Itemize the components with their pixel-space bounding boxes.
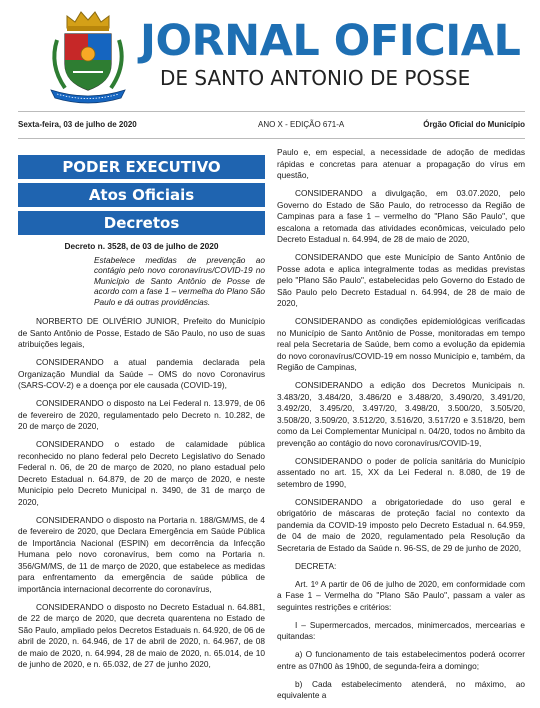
right-column: [277, 147, 525, 708]
newspaper-subtitle: DE SANTO ANTONIO DE POSSE: [160, 66, 471, 90]
paragraph: CONSIDERANDO o estado de calamidade pública reconhecido no plano federal pelo Decreto Legislativo do Senado Federal n. 06, de 20 de março de 2020, no plano estadual pelo Decreto Estadual n. 64.879, de 20 de março de 2020, e neste Município pelo Decreto Municipal n. 3490, de 31 de março de 2020,: [18, 439, 265, 507]
item-i: I – Supermercados, mercados, minimercados, mercearias e quitandas:: [277, 619, 525, 641]
paragraph: CONSIDERANDO a obrigatoriedade do uso geral e obrigatório de máscaras de proteção facial no contexto da pandemia da COVID-19 imposto pelo Decreto Estadual n. 64.959, de 04 de maio de 2020, regulamentado pela Resolução da Secretaria de Estado da Saúde n. 96-SS, de 29 de junho de 2020,: [277, 496, 525, 553]
section-banner-executive: PODER EXECUTIVO: [18, 155, 265, 179]
coat-of-arms-icon: [47, 10, 129, 102]
paragraph: NORBERTO DE OLIVÉRIO JUNIOR, Prefeito do Município de Santo Antônio de Posse, Estado de São Paulo, no uso de suas atribuições legais,: [18, 316, 265, 349]
paragraph: CONSIDERANDO as condições epidemiológicas verificadas no Município de Santo Antônio de Posse, monitoradas em tempo real pela Secretaria de Saúde, bem como a evolução da epidemia do novo coronavírus/COVID-19 em nosso Município e, também, da Região de Campinas,: [277, 316, 525, 372]
paragraph: CONSIDERANDO o disposto na Lei Federal n. 13.979, de 06 de fevereiro de 2020, regulamentado pelo Decreto n. 10.282, de 20 de março de 2020,: [18, 398, 265, 431]
item-b: b) Cada estabelecimento atenderá, no máximo, ao equivalente a: [277, 678, 525, 700]
section-banner-decrees: Decretos: [18, 211, 265, 235]
newspaper-title: JORNAL OFICIAL: [140, 16, 521, 66]
official-organ: Órgão Oficial do Município: [423, 120, 525, 129]
issue-edition: ANO X - EDIÇÃO 671-A: [258, 120, 345, 129]
section-banner-acts: Atos Oficiais: [18, 183, 265, 207]
decree-title: Decreto n. 3528, de 03 de julho de 2020: [64, 241, 219, 251]
paragraph: CONSIDERANDO a edição dos Decretos Municipais n. 3.483/20, 3.484/20, 3.486/20 e 3.488/20, 3.490/20, 3.491/20, 3.492/20, 3.495/20, 3.497/20, 3.498/20, 3.500/20, 3.505/20, 3.508/20, 3.509/20, 3.512/20, 3.516/20, 3.517/20 e 3.518/20, bem como da Lei Complementar Municipal n. 04/20, todos no âmbito da prevenção ao contágio do novo coronavírus/COVID-19,: [277, 380, 525, 448]
decreta-heading: DECRETA:: [295, 560, 337, 571]
paragraph: CONSIDERANDO o disposto na Portaria n. 188/GM/MS, de 4 de fevereiro de 2020, que Declara Emergência em Saúde Pública de Importância Nacional (ESPIN) em decorrência da Infecção Humana pelo novo coronavírus, bem como na Portaria n. 356/GM/MS, de 11 de março de 2020, que estabelece as medidas para enfrentamento da emergência de saúde pública de importância internacional decorrente do coronavírus,: [18, 514, 265, 594]
paragraph: CONSIDERANDO a divulgação, em 03.07.2020, pelo Governo do Estado de São Paulo, do retrocesso da Região de Campinas para a fase 1 – vermelho do "Plano São Paulo", que escalona a retomada das atividades econômicas, veiculado pelo Decreto Estadual n. 64.994, de 28 de maio de 2020,: [277, 188, 525, 244]
paragraph: CONSIDERANDO a atual pandemia declarada pela Organização Mundial da Saúde – OMS do novo Coronavirus (SARS-COV-2) e a doença por ele causada (COVID-19),: [18, 357, 265, 390]
paragraph: CONSIDERANDO o disposto no Decreto Estadual n. 64.881, de 22 de março de 2020, que decreta quarentena no Estado de São Paulo, ampliado pelos Decretos Estaduais n. 64.920, de 06 de abril de 2020, n. 64.946, de 17 de abril de 2020, n. 64.967, de 08 de maio de 2020, n. 64.994, 28 de maio de 2020, n. 65.014, de 10 de junho de 2020, e n. 65.032, de 27 de junho 2020,: [18, 601, 265, 669]
paragraph: CONSIDERANDO que este Município de Santo Antônio de Posse adota e aplica integralmente todas as medidas previstas pelo "Plano São Paulo", estabelecidas pelo Governo do Estado de São Paulo pelo Decreto Estadual n. 64.994, de 28 de maio de 2020,: [277, 252, 525, 308]
decree-ementa: Estabelece medidas de prevenção ao contágio pelo novo coronavírus/COVID-19 no Município de Santo Antônio de Posse de acordo com a fase 1 – vermelha do Plano São Paulo e dá outras providências.: [94, 254, 265, 307]
issue-date: Sexta-feira, 03 de julho de 2020: [18, 120, 137, 129]
paragraph: CONSIDERANDO o poder de polícia sanitária do Município assentado no art. 15, XX da Lei Federal n. 8.080, de 19 de setembro de 1990,: [277, 455, 525, 489]
divider: [18, 138, 525, 139]
divider: [18, 111, 525, 112]
left-column: [18, 241, 265, 677]
dateline: [18, 120, 525, 134]
paragraph: Paulo e, em especial, a necessidade de adoção de medidas rápidas e concretas para atenuar a propagação do vírus em questão,: [277, 147, 525, 180]
masthead: [0, 0, 540, 112]
article-1: Art. 1º A partir de 06 de julho de 2020, em conformidade com a Fase 1 – Vermelha do "Plano São Paulo", passam a valer as seguintes restrições e critérios:: [277, 578, 525, 612]
item-a: a) O funcionamento de tais estabelecimentos poderá ocorrer entre as 07h00 às 19h00, de segunda-feira a domingo;: [277, 649, 525, 671]
